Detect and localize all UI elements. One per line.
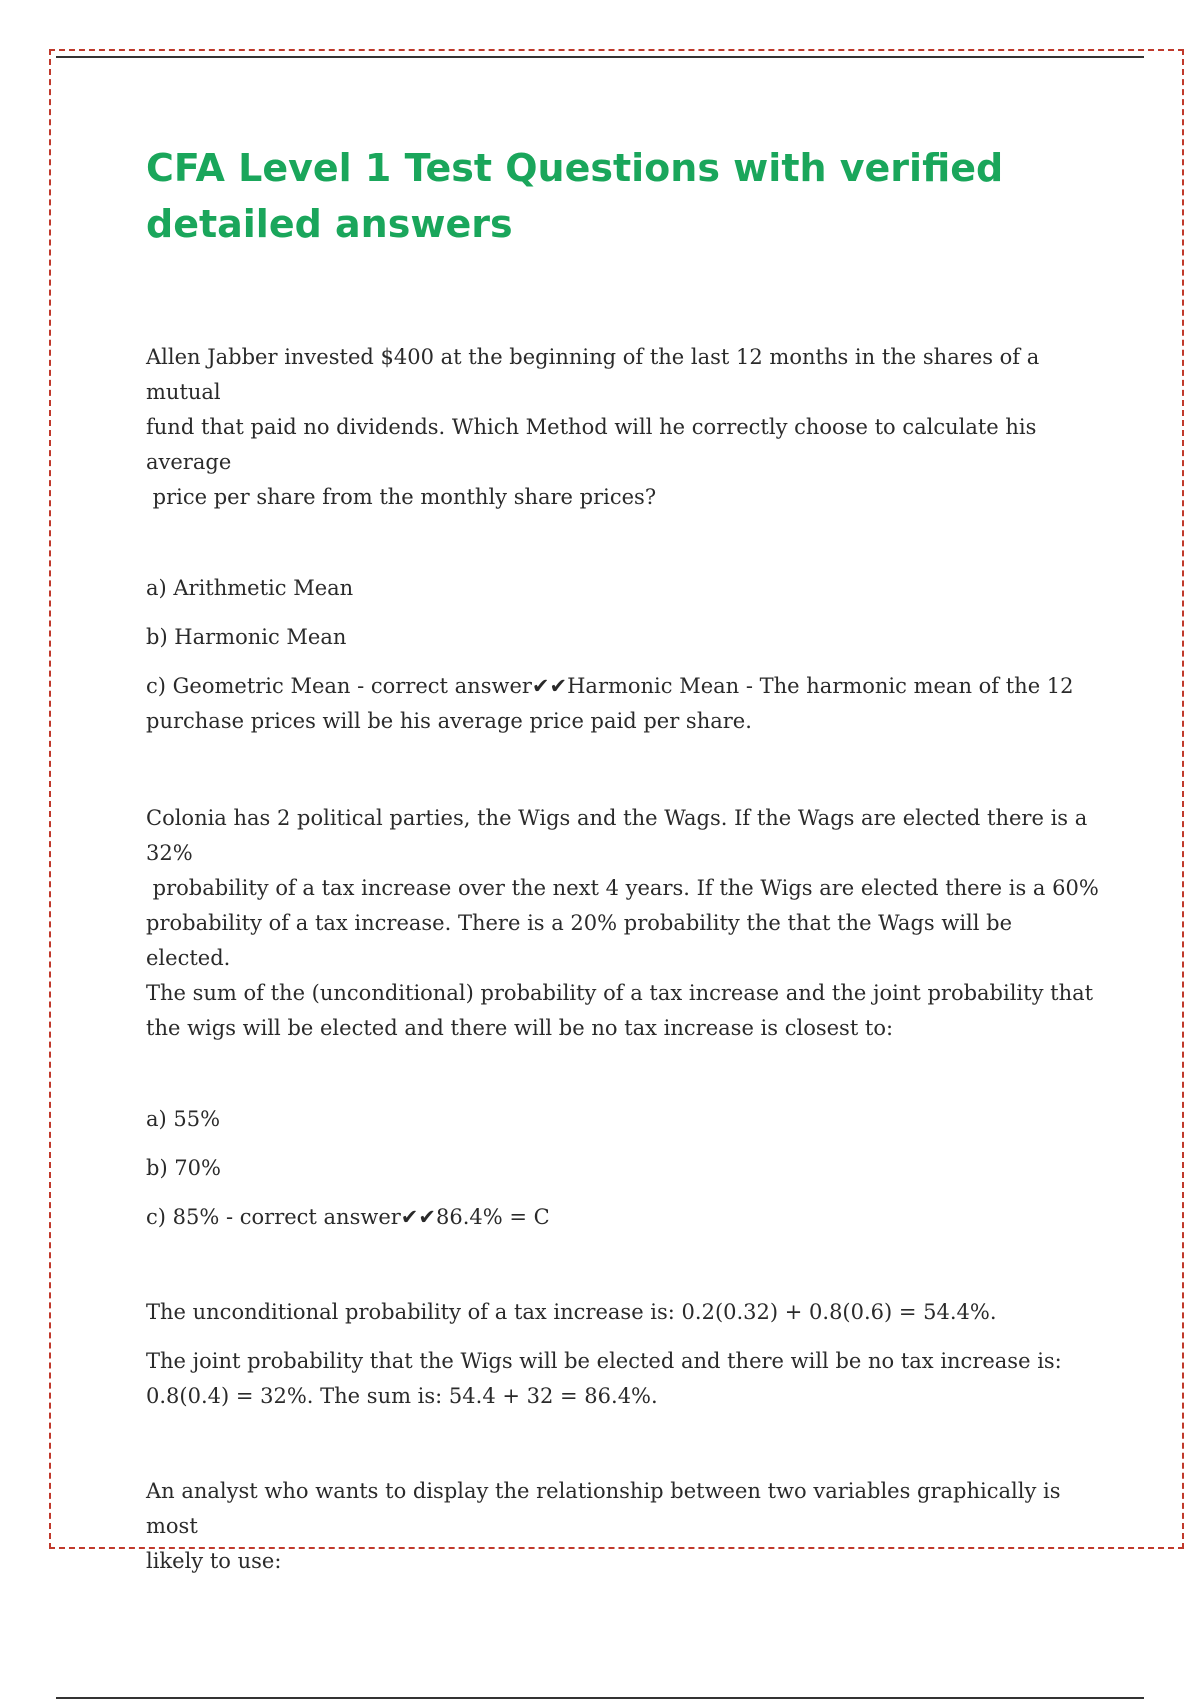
question-2-option-b: b) 70%	[146, 1156, 221, 1180]
question-2-line: the wigs will be elected and there will be no tax increase is closest to:	[146, 1016, 894, 1040]
top-rule	[56, 56, 1144, 58]
question-3-text	[146, 1474, 1096, 1579]
question-1-option-b: b) Harmonic Mean	[146, 625, 347, 649]
document-content	[146, 140, 1099, 1579]
question-1-line: fund that paid no dividends. Which Method will he correctly choose to calculate his average	[146, 415, 1037, 474]
question-3-line: likely to use:	[146, 1549, 282, 1573]
explanation-line: 0.8(0.4) = 32%. The sum is: 54.4 + 32 = 86.4%.	[146, 1384, 658, 1408]
question-2-line: Colonia has 2 political parties, the Wigs and the Wags. If the Wags are elected there is a 32%	[146, 806, 1088, 865]
document-title: CFA Level 1 Test Questions with verified detailed answers	[146, 146, 1004, 246]
question-2-line: probability of a tax increase. There is a 20% probability the that the Wags will be elected.	[146, 911, 1013, 970]
question-3-line: An analyst who wants to display the relationship between two variables graphically is most	[146, 1479, 1061, 1538]
bottom-rule	[56, 1697, 1144, 1699]
question-2-line: probability of a tax increase over the next 4 years. If the Wigs are elected there is a 60%	[146, 876, 1099, 900]
question-1-answer-line: purchase prices will be his average price paid per share.	[146, 709, 752, 733]
explanation-line: The joint probability that the Wigs will be elected and there will be no tax increase is:	[146, 1349, 1062, 1373]
question-1-answer-line: c) Geometric Mean - correct answer✔✔Harmonic Mean - The harmonic mean of the 12	[146, 674, 1074, 698]
question-1-text	[146, 340, 1096, 515]
question-2-explanation-1: The unconditional probability of a tax increase is: 0.2(0.32) + 0.8(0.6) = 54.4%.	[146, 1300, 997, 1324]
question-2-option-a: a) 55%	[146, 1107, 221, 1131]
question-2-text	[146, 801, 1099, 1046]
question-1-answer	[146, 669, 1096, 739]
question-1-line: Allen Jabber invested $400 at the beginning of the last 12 months in the shares of a mutual	[146, 345, 1040, 404]
question-1-option-a: a) Arithmetic Mean	[146, 576, 354, 600]
question-2-line: The sum of the (unconditional) probability of a tax increase and the joint probability that	[146, 981, 1094, 1005]
question-1-line: price per share from the monthly share prices?	[146, 485, 657, 509]
question-2-option-c: c) 85% - correct answer✔✔86.4% = C	[146, 1205, 550, 1229]
question-2-explanation-2	[146, 1344, 1096, 1414]
